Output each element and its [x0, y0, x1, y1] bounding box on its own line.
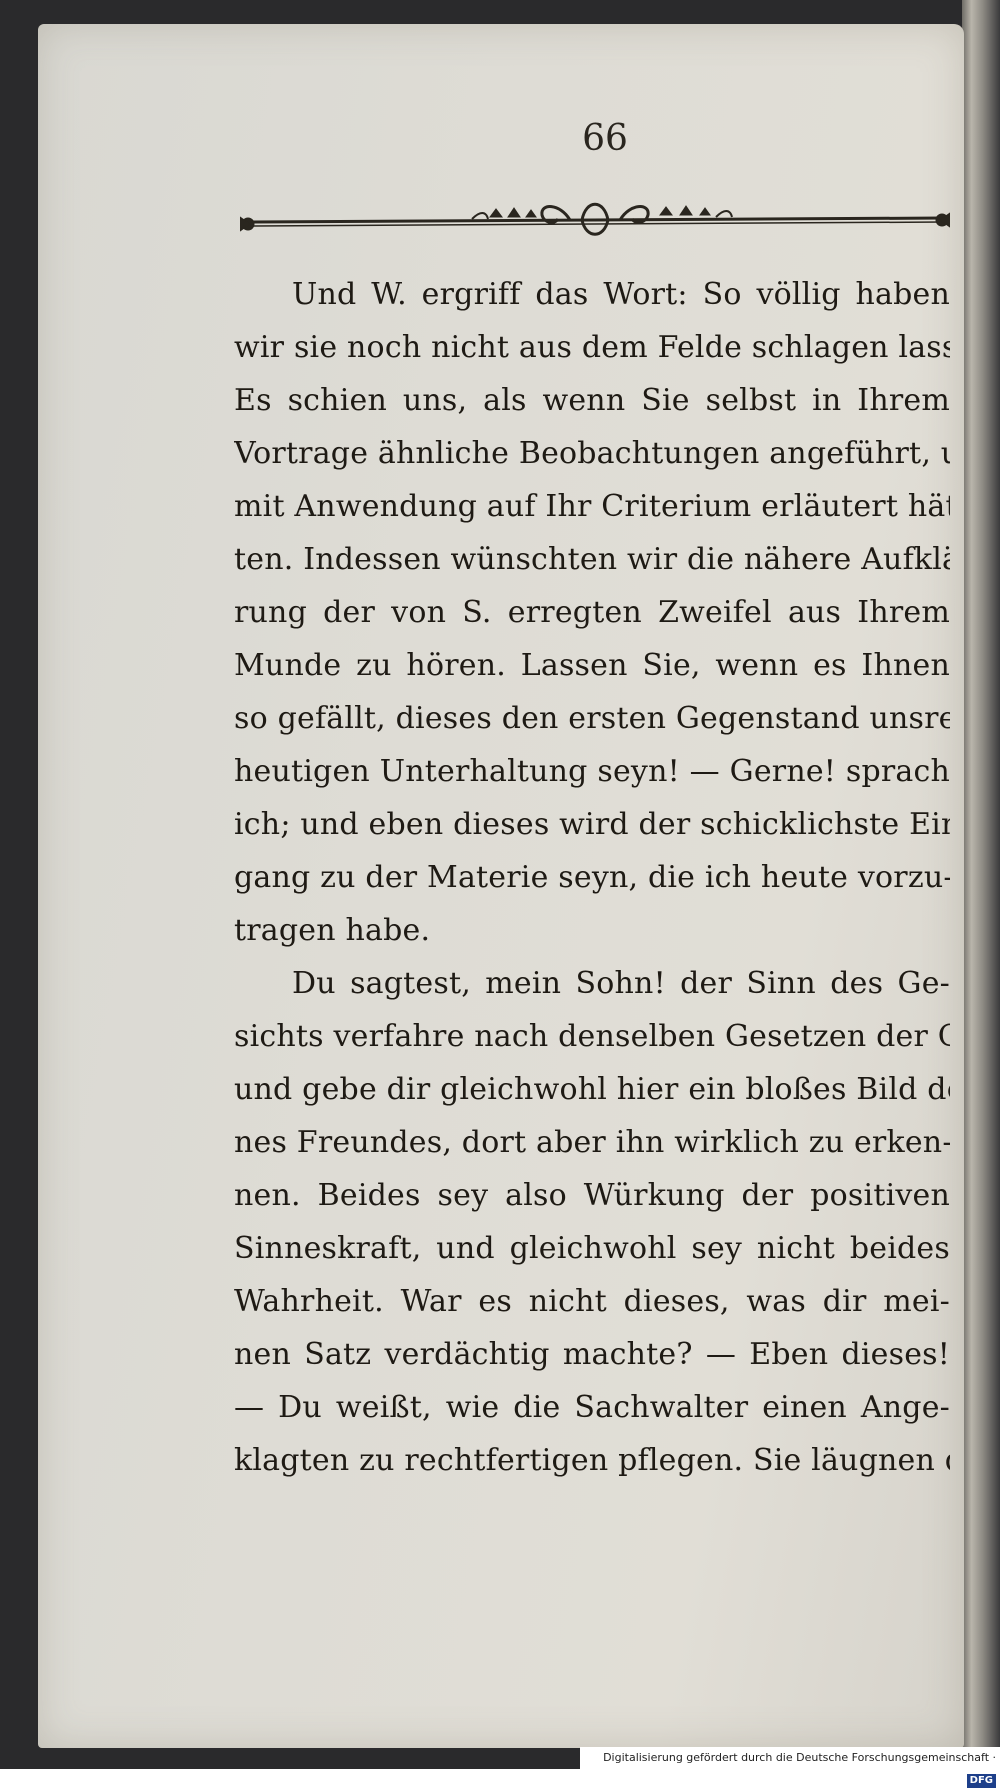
text-line: nen Satz verdächtig machte? — Eben dieses!: [234, 1328, 950, 1381]
credit-text: Digitalisierung gefördert durch die Deutsche Forschungsgemeinschaft ·: [603, 1751, 996, 1764]
text-line: nen. Beides sey also Würkung der positiven: [234, 1169, 950, 1222]
text-line: Sinneskraft, und gleichwohl sey nicht beides: [234, 1222, 950, 1275]
text-line: wir sie noch nicht aus dem Felde schlagen lassen.: [234, 321, 950, 374]
digitization-credit: [580, 1747, 1000, 1769]
text-line: Vortrage ähnliche Beobachtungen angeführt, und: [234, 427, 950, 480]
text-line: klagten zu rechtfertigen pflegen. Sie läugnen die: [234, 1434, 950, 1487]
text-line: Wahrheit. War es nicht dieses, was dir mei-: [234, 1275, 950, 1328]
book-edge: [962, 0, 1000, 1769]
text-line: heutigen Unterhaltung seyn! — Gerne! sprach: [234, 745, 950, 798]
text-line: sichts verfahre nach denselben Gesetzen der: [234, 1010, 950, 1063]
text-line: rung der von S. erregten Zweifel aus Ihrem: [234, 586, 950, 639]
text-line: Du sagtest, mein Sohn! der Sinn des Ge-: [234, 957, 950, 1010]
text-line: Und W. ergriff das Wort: So völlig haben: [234, 268, 950, 321]
paragraph-2: [234, 957, 950, 1487]
dfg-logo: [967, 1774, 996, 1788]
text-line: Es schien uns, als wenn Sie selbst in Ihrem: [234, 374, 950, 427]
text-line: ten. Indessen wünschten wir die nähere Aufklä-: [234, 533, 950, 586]
text-line: und gebe dir gleichwohl hier ein bloßes Bild dei-: [234, 1063, 950, 1116]
text-line: mit Anwendung auf Ihr Criterium erläutert hät-: [234, 480, 950, 533]
ornament-divider: [240, 195, 950, 245]
text-line: so gefällt, dieses den ersten Gegenstand unsrer: [234, 692, 950, 745]
text-line: gang zu der Materie seyn, die ich heute vorzu-: [234, 851, 950, 904]
text-line: nes Freundes, dort aber ihn wirklich zu erken-: [234, 1116, 950, 1169]
text-line: Munde zu hören. Lassen Sie, wenn es Ihnen: [234, 639, 950, 692]
text-line: ich; und eben dieses wird der schicklichste Ein-: [234, 798, 950, 851]
text-line: tragen habe.: [234, 904, 950, 957]
body-text: [234, 268, 950, 1487]
page-number: 66: [560, 118, 650, 159]
text-line: — Du weißt, wie die Sachwalter einen Ange-: [234, 1381, 950, 1434]
paragraph-1: [234, 268, 950, 957]
